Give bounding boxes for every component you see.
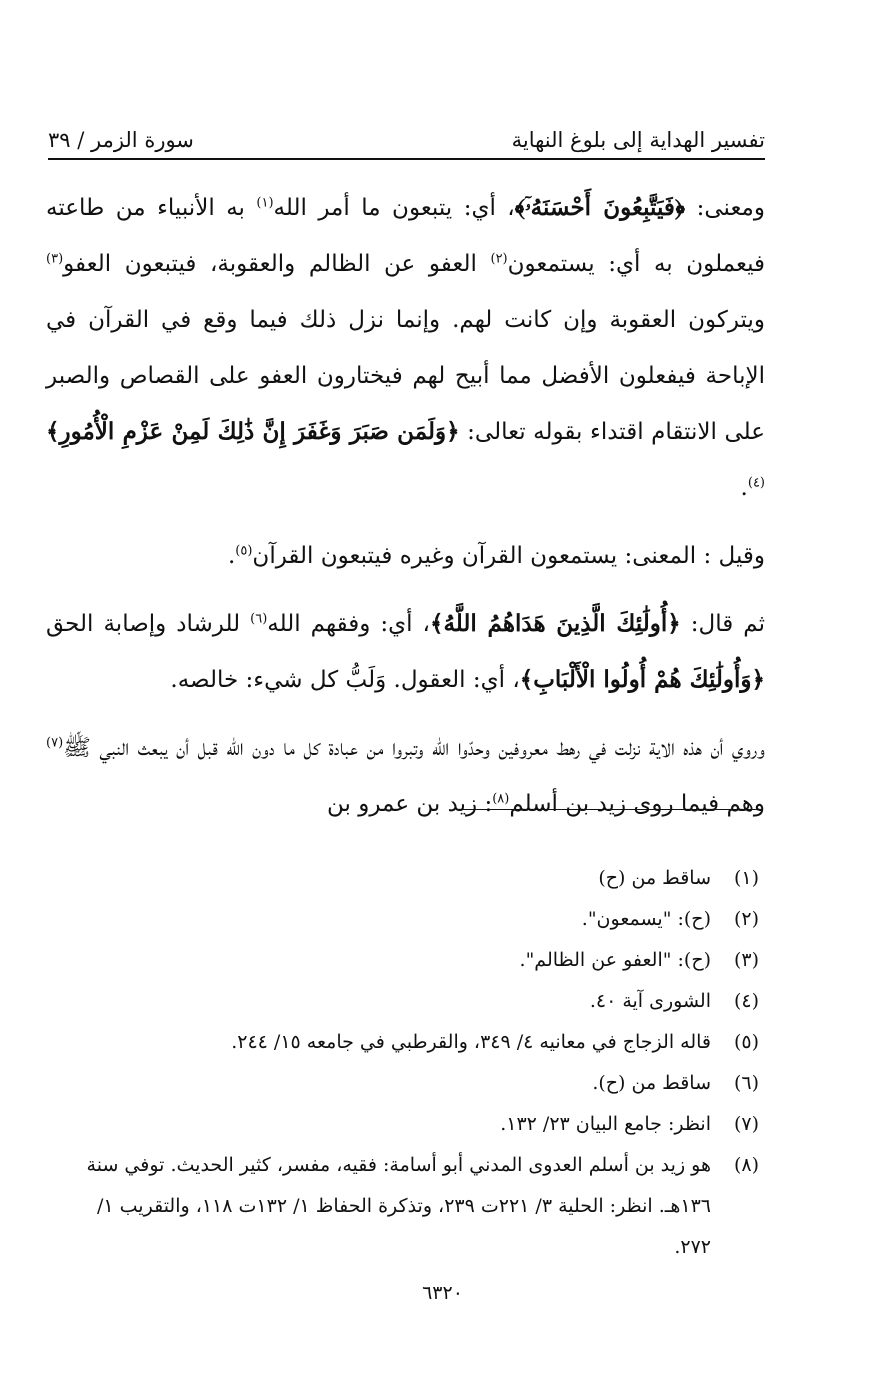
footnote-ref: (١): [256, 195, 274, 211]
footnote-ref: (٨): [492, 791, 510, 807]
text-run: به الأنبياء من طاعته فيعملون به أي: يستمعون: [46, 195, 766, 277]
text-run: ويتركون العقوبة وإن كانت لهم. وإنما نزل ذلك فيما وقع في القرآن في الإباحة فيفعلون الأفضل مما أبيح لهم فيختارون العفو على القصاص والصبر على الانتقام اقتداء بقوله تعالى:: [46, 307, 765, 445]
footnote-number: (٨): [733, 1154, 759, 1176]
quran-verse: ﴿أُولَٰئِكَ الَّذِينَ هَدَاهُمُ اللَّهُ﴾: [429, 610, 681, 637]
footnote-number: (٤): [733, 990, 759, 1012]
text-run: ، أي: وفقهم الله: [267, 611, 430, 637]
footnote-text: الشورى آية ٤٠.: [589, 990, 711, 1012]
text-run: العفو عن الظالم والعقوبة، فيتبعون العفو: [63, 251, 491, 277]
text-run: وقيل : المعنى: يستمعون القرآن وغيره فيتبعون القرآن: [252, 543, 765, 569]
text-run: وروي أن هذه الاية نزلت في رهط معروفين وحدّوا الله وتبروا من عبادة كل ما دون الله قبل أن يبعث النبي ﷺ: [63, 735, 765, 761]
book-title: تفسير الهداية إلى بلوغ النهاية: [511, 128, 765, 152]
footnote-text: قاله الزجاج في معانيه ٤/ ٣٤٩، والقرطبي في جامعه ١٥/ ٢٤٤.: [231, 1031, 711, 1053]
footnote-item: [60, 899, 759, 940]
footnote-text: (ح): "يسمعون".: [581, 908, 711, 930]
footnotes: [60, 858, 759, 1268]
footnote-ref: (٦): [250, 611, 268, 627]
footnote-number: (٦): [733, 1072, 759, 1094]
footnote-ref: (٤): [747, 475, 765, 491]
footnote-separator: [456, 809, 761, 810]
quran-verse: ﴿فَيَتَّبِعُونَ أَحْسَنَهُۥٓ﴾: [514, 194, 686, 221]
footnote-item: [60, 1145, 759, 1268]
footnote-ref: (٧): [46, 735, 64, 751]
footnote-ref: (٢): [490, 251, 508, 267]
text-run: ومعنى:: [685, 195, 765, 221]
text-run: .: [740, 475, 748, 501]
text-run: ثم قال:: [680, 611, 765, 637]
running-header: [48, 112, 765, 160]
footnote-item: [60, 1104, 759, 1145]
text-run: .: [227, 543, 236, 569]
footnote-item: [60, 981, 759, 1022]
footnote-number: (٧): [733, 1113, 759, 1135]
paragraph-4: [46, 720, 765, 832]
paragraph-1: [46, 180, 765, 516]
text-run: : زيد بن عمرو بن: [327, 791, 493, 817]
footnote-text: هو زيد بن أسلم العدوى المدني أبو أسامة: فقيه، مفسر، كثير الحديث. توفي سنة ١٣٦هـ. انظر: الحلية ٣/ ٢٢١ت ٢٣٩، وتذكرة الحفاظ ١/ ١٣٢ت ١١٨، والتقريب ١/ ٢٧٢.: [86, 1154, 711, 1258]
footnote-item: [60, 1063, 759, 1104]
page-number: ٦٣٢٠: [422, 1282, 463, 1304]
footnote-number: (١): [733, 867, 759, 889]
footnote-number: (٢): [733, 908, 759, 930]
quran-verse: ﴿وَلَمَن صَبَرَ وَغَفَرَ إِنَّ ذَٰلِكَ لَمِنْ عَزْمِ الْأُمُورِ﴾: [46, 418, 460, 445]
footnote-text: انظر: جامع البيان ٢٣/ ١٣٢.: [500, 1113, 711, 1135]
main-text: [46, 180, 765, 844]
text-run: للرشاد وإصابة الحق: [46, 611, 251, 637]
footnote-text: ساقط من (ح).: [592, 1072, 711, 1094]
paragraph-3: [46, 596, 765, 708]
paragraph-2: [46, 528, 765, 584]
footnote-item: [60, 1022, 759, 1063]
footnote-ref: (٥): [235, 543, 253, 559]
quran-verse: ﴿وَأُولَٰئِكَ هُمْ أُولُوا الْأَلْبَابِ﴾: [519, 666, 765, 693]
text-run: ، أي: العقول. وَلَبُّ كل شيء: خالصه.: [170, 667, 520, 693]
text-run: وهم فيما روى زيد بن أسلم: [509, 791, 765, 817]
footnote-number: (٥): [733, 1031, 759, 1053]
footnote-text: ساقط من (ح): [598, 867, 711, 889]
footnote-item: [60, 940, 759, 981]
surah-page-label: سورة الزمر / ٣٩: [48, 128, 194, 152]
text-run: ، أي: يتبعون ما أمر الله: [273, 195, 515, 221]
footnote-text: (ح): "العفو عن الظالم".: [519, 949, 711, 971]
footnote-item: [60, 858, 759, 899]
footnote-ref: (٣): [46, 251, 64, 267]
footnote-number: (٣): [733, 949, 759, 971]
